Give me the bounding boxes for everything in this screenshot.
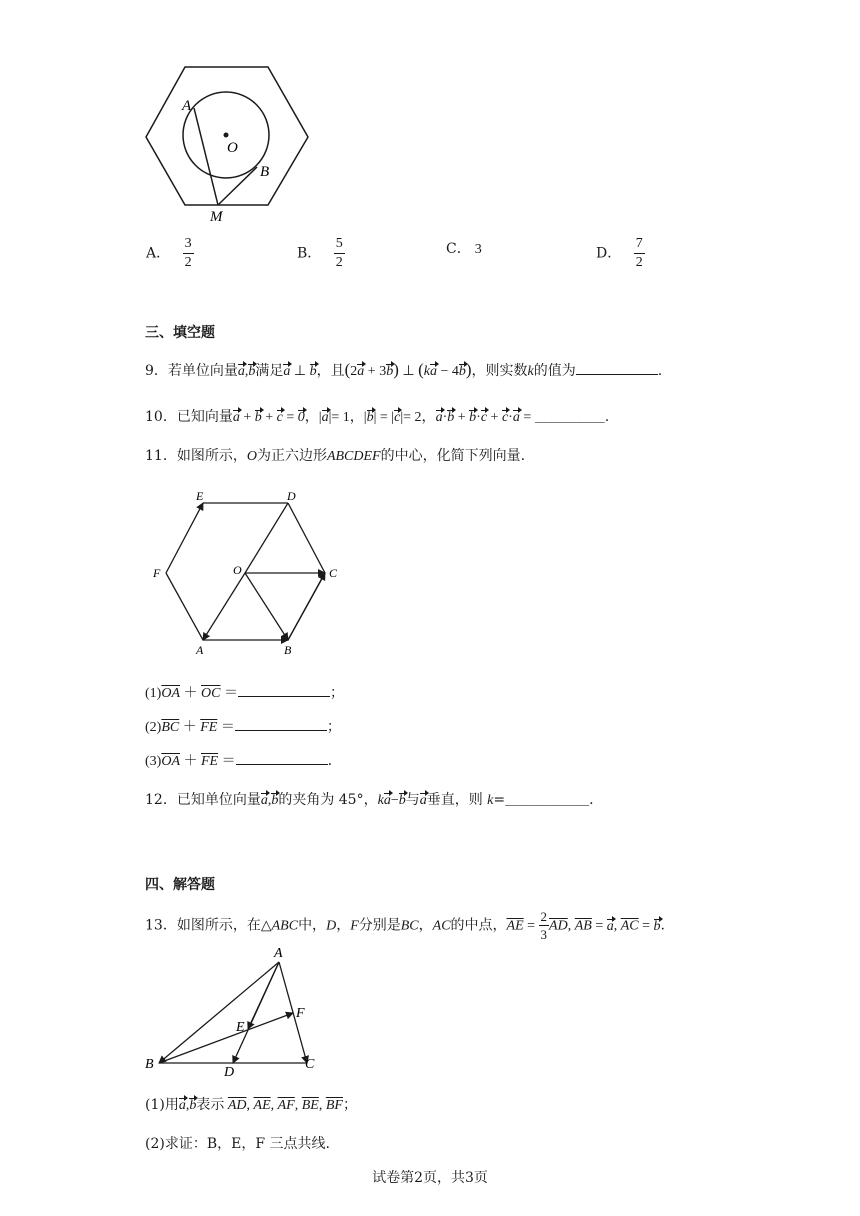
question-13-part-1: (1)用a,b表示 $\overline{AD}$, $\overline{AE}$, $\overline{AF}$, $\overline{BE}$, $\overline{BF}$；	[145, 1097, 357, 1113]
question-10: 10．已知向量a + b + c = 0，|a|= 1，|b| = |c|= 2，a·b + b·c + c·a = ＿＿＿＿＿.	[145, 409, 610, 425]
tri-label-F: F	[296, 1006, 305, 1021]
question-13: 13．如图所示，在△ABC中，D，F分别是BC，AC的中点，$\overline{AE}$ = $\frac{2}{3}$ $\overline{AD}$, $\overline{AB} = a$, $\overline{AC} = b$.	[145, 909, 665, 942]
tri-label-A: A	[274, 946, 283, 961]
option-b[interactable]: B． $\frac{5}{2}$	[297, 236, 343, 270]
hex-label-F: F	[153, 566, 161, 580]
option-c[interactable]: C． 3	[446, 241, 482, 257]
hex-label-O: O	[233, 563, 242, 577]
question-11-part-2: $(2)\overline{BC} + \overline{FE}$ ＝ ；	[145, 716, 341, 736]
regular-hexagon-figure	[148, 485, 358, 660]
tri-label-D: D	[224, 1065, 235, 1078]
label-B: B	[260, 164, 270, 180]
tri-label-B: B	[145, 1057, 154, 1072]
tri-label-C: C	[305, 1057, 315, 1072]
question-11-part-1: $(1)\overline{OA} + \overline{OC}$ ＝ ；	[145, 682, 344, 702]
page-footer: 试卷第2页，共3页	[372, 1170, 488, 1186]
question-12: 12．已知单位向量a,b的夹角为 45°，ka−b与a垂直，则 k=＿＿＿＿＿＿.	[145, 792, 594, 808]
tri-label-E: E	[236, 1020, 245, 1035]
hex-label-D: D	[287, 489, 296, 503]
triangle-figure	[140, 943, 335, 1078]
label-A: A	[182, 98, 192, 114]
hex-label-C: C	[329, 566, 338, 580]
label-M: M	[210, 209, 223, 224]
label-O: O	[227, 140, 238, 156]
option-d[interactable]: D． $\frac{7}{2}$	[596, 236, 643, 270]
question-11-part-3: $(3)\overline{OA} + \overline{FE}$ ＝ .	[145, 750, 332, 770]
hexagon-circle-figure	[140, 62, 320, 224]
question-9: 9．若单位向量a,b满足a ⊥ b，且(2a + 3b) ⊥ (ka − 4b)，则实数k的值为 .	[145, 360, 663, 379]
section-heading-fill: 三、填空题	[145, 325, 215, 341]
hex-label-B: B	[284, 643, 292, 657]
section-heading-solve: 四、解答题	[145, 877, 215, 893]
question-11: 11．如图所示，O为正六边形ABCDEF的中心，化简下列向量.	[145, 448, 526, 464]
question-13-part-2: (2)求证：B，E，F 三点共线.	[145, 1136, 330, 1152]
hex-label-A: A	[196, 643, 204, 657]
hex-label-E: E	[196, 489, 204, 503]
option-a[interactable]: A． $\frac{3}{2}$	[146, 236, 192, 270]
